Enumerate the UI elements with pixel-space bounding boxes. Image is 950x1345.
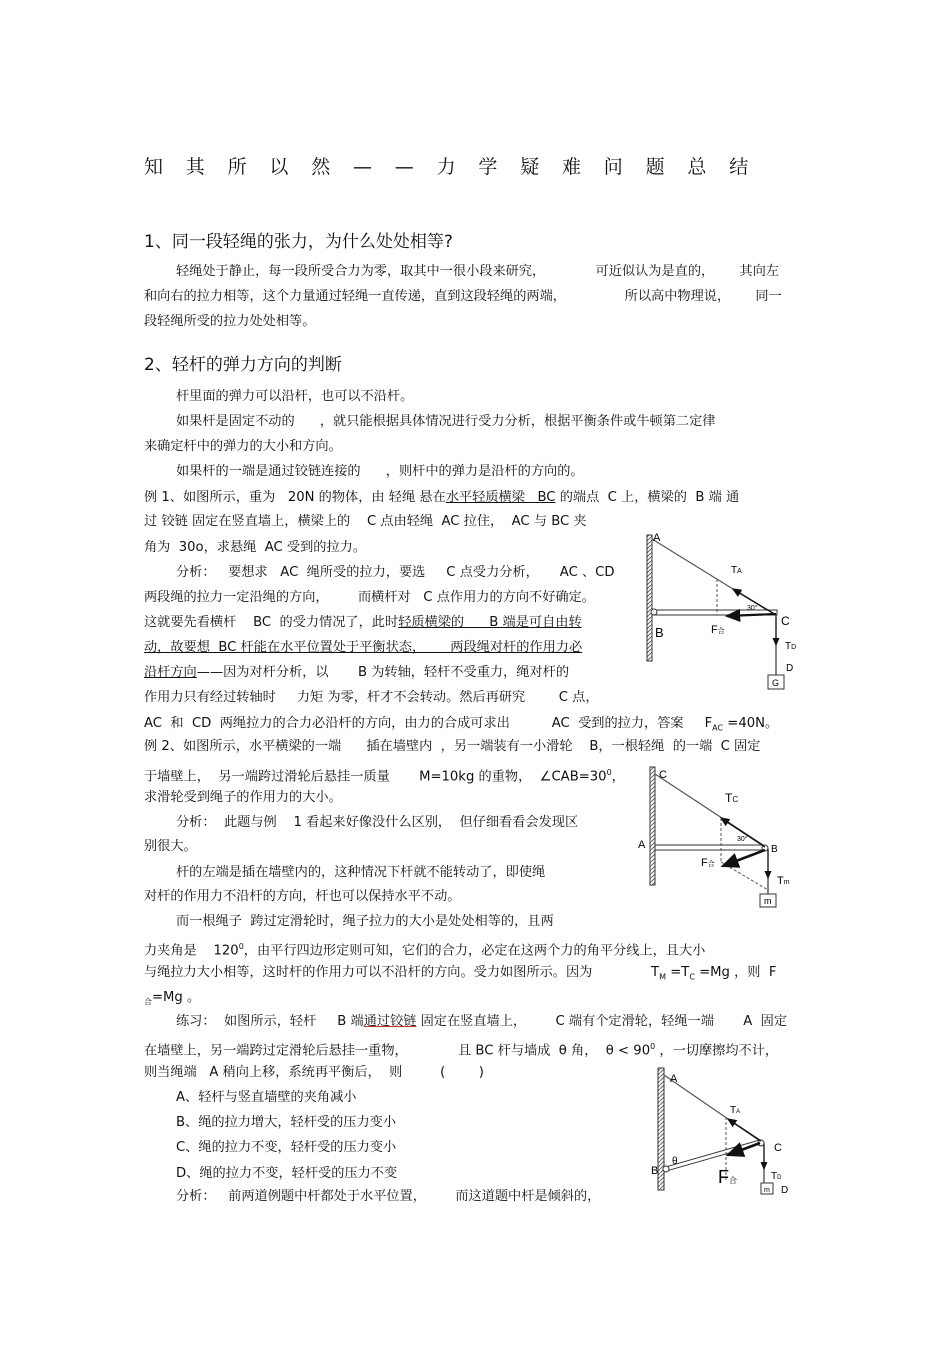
option-c: C、绳的拉力不变，轻杆受的压力变小 [176, 1140, 397, 1155]
intro-line: 杆里面的弹力可以沿杆，也可以不沿杆。 [176, 389, 414, 404]
intro-line: 如果杆是固定不动的 ，就只能根据具体情况进行受力分析，根据平衡条件或牛顿第二定律 [176, 414, 716, 429]
intro-line: 如果杆的一端是通过铰链连接的 ，则杆中的弹力是沿杆的方向的。 [176, 464, 584, 479]
practice-line: 练习： 如图所示，轻杆 B 端通过铰链 固定在竖直墙上， C 端有个定滑轮，轻绳一端 A 固定 [176, 1014, 788, 1029]
practice-line: 在墙壁上，另一端跨过定滑轮后悬挂一重物， 且 BC 杆与墙成 θ 角， $\theta < 90^0$ ，一切摩擦均不计， [144, 1042, 779, 1059]
example-1-line: 动，故要想 BC 杆能在水平位置处于平衡状态， 两段绳对杆的作用力必 [144, 640, 583, 655]
section-2-heading: 2、轻杆的弹力方向的判断 [144, 355, 342, 375]
label-m: m [764, 896, 772, 906]
example-1-line: 这就要先看横杆 BC 的受力情况了，此时轻质横梁的 B 端是可自由转 [144, 615, 582, 630]
example-1-line: 例 1、如图所示，重为 20N 的物体，由 轻绳 悬在水平轻质横梁 BC 的端点 C 上，横梁的 B 端 通 [144, 490, 740, 505]
label-ta: TA [731, 565, 742, 576]
example-2-line: 例 2、如图所示，水平横梁的一端 插在墙壁内 ，另一端装有一小滑轮 B，一根轻绳 的一端 C 固定 [144, 739, 761, 754]
section-1-line: 轻绳处于静止，每一段所受合力为零，取其中一很小段来研究， 可近似认为是直的， 其向左 [176, 264, 779, 279]
dashed-guide [721, 862, 768, 890]
arrow-f [723, 850, 765, 866]
figure-1-diagram [635, 525, 815, 695]
label-c: C [781, 614, 790, 628]
wall [650, 767, 655, 885]
example-2-line: 与绳拉力大小相等，这时杆的作用力可以不沿杆的方向。受力如图所示。因为 $T_M =T_C =Mg$ ，则 F [144, 965, 777, 982]
label-tc: TC [725, 791, 739, 805]
example-2-line: 力夹角是 $120^0$，由平行四边形定则可知，它们的合力，必定在这两个力的角平分线上，且大小 [144, 942, 706, 959]
example-1-line: 作用力只有经过转轴时 力矩 为零，杆才不会转动。然后再研究 C 点， [144, 690, 599, 705]
label-d: D [786, 663, 794, 674]
example-2-line: 而一根绳子 跨过定滑轮时，绳子拉力的大小是处处相等的，且两 [176, 914, 554, 929]
label-a: A [638, 839, 646, 851]
label-b: B [771, 844, 778, 855]
label-angle: 30° [747, 605, 758, 612]
example-2-line: 别很大。 [144, 839, 197, 854]
hinge-b [663, 1166, 669, 1172]
label-a: A [653, 532, 661, 544]
page-title: 知其所以然——力学疑难问题总结 [144, 156, 772, 178]
practice-analysis: 分析： 前两道例题中杆都处于水平位置， 而这道题中杆是倾斜的， [176, 1189, 601, 1204]
example-1-line: 两段绳的拉力一定沿绳的方向， 而横杆对 C 点作用力的方向不好确定。 [144, 590, 595, 605]
label-f: F合 [711, 624, 725, 636]
label-ta: TA [730, 1105, 741, 1116]
option-b: B、绳的拉力增大，轻杆受的压力变小 [176, 1115, 397, 1130]
label-m: m [764, 1187, 770, 1194]
label-f: F合 [718, 1167, 737, 1187]
example-2-line: 分析： 此题与例 1 看起来好像没什么区别， 但仔细看看会发现区 [176, 815, 579, 830]
label-b: B [651, 1165, 659, 1177]
wall [658, 1068, 664, 1190]
figure-2-diagram [635, 762, 815, 912]
label-c: C [774, 1142, 782, 1154]
label-f: F合 [701, 857, 715, 869]
label-g: G [772, 678, 780, 688]
wall [647, 535, 652, 661]
hinge-b [651, 609, 657, 615]
practice-line: 则当绳端 A 稍向上移，系统再平衡后， 则 ( ) [144, 1065, 484, 1080]
label-tm: Tm [777, 875, 790, 887]
intro-line: 来确定杆中的弹力的大小和方向。 [144, 439, 342, 454]
example-1-line: 沿杆方向——因为对杆分析，以 B 为转轴，轻杆不受重力，绳对杆的 [144, 665, 570, 680]
option-a: A、轻杆与竖直墙壁的夹角减小 [176, 1090, 357, 1105]
example-2-line: $_合$=Mg 。 [144, 990, 201, 1007]
label-d: D [781, 1185, 789, 1196]
example-2-line: 求滑轮受到绳子的作用力的大小。 [144, 790, 342, 805]
label-b: B [655, 625, 664, 640]
example-2-line: 于墙壁上， 另一端跨过滑轮后悬挂一质量 M=10kg 的重物， $\angle CAB=30^0$， [144, 768, 625, 785]
section-1-line: 和向右的拉力相等，这个力量通过轻绳一直传递，直到这段轻绳的两端， 所以高中物理说， 同一 [144, 289, 782, 304]
example-2-line: 杆的左端是插在墙壁内的，这种情况下杆就不能转动了，即使绳 [176, 865, 546, 880]
option-d: D、绳的拉力不变，轻杆受的压力不变 [176, 1166, 398, 1181]
beam-ab [655, 845, 763, 850]
label-td: TD [785, 641, 797, 652]
label-c: C [659, 769, 667, 781]
figure-3-diagram [648, 1065, 818, 1205]
example-1-line: 角为 30o，求悬绳 AC 受到的拉力。 [144, 540, 367, 555]
example-1-line: 过 铰链 固定在竖直墙上，横梁上的 C 点由轻绳 AC 拉住， AC 与 BC 夹 [144, 514, 587, 529]
section-1-heading: 1、同一段轻绳的张力，为什么处处相等? [144, 232, 453, 252]
label-angle: 30° [737, 836, 748, 843]
example-2-line: 对杆的作用力不沿杆的方向，杆也可以保持水平不动。 [144, 889, 461, 904]
section-1-line: 段轻绳所受的拉力处处相等。 [144, 314, 316, 329]
example-1-line: 分析： 要想求 AC 绳所受的拉力，要选 C 点受力分析， AC 、CD [176, 565, 615, 580]
example-1-answer: AC 和 CD 两绳拉力的合力必沿杆的方向，由力的合成可求出 AC 受到的拉力，答案 $F_{AC} =40N$。 [144, 716, 779, 733]
rod-bc-inner [666, 1142, 760, 1169]
label-td: TD [771, 1171, 782, 1182]
label-theta: θ [672, 1156, 678, 1167]
label-a: A [670, 1073, 678, 1085]
arrow-ta [728, 1119, 761, 1141]
